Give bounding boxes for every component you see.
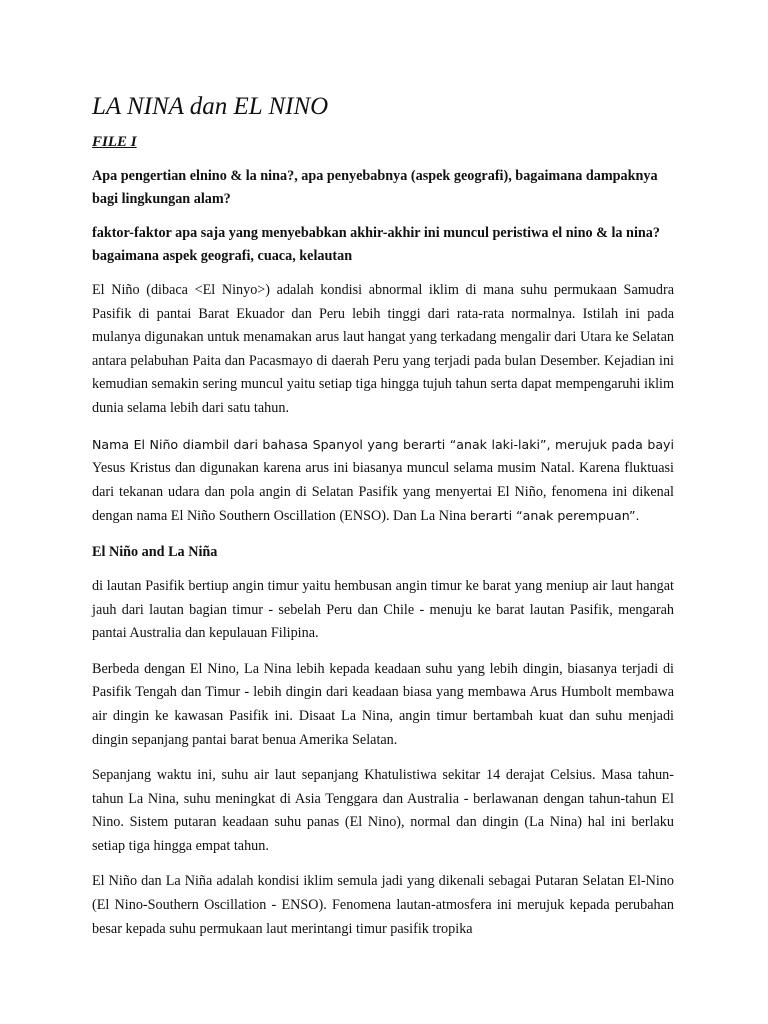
paragraph-equator-temperature: Sepanjang waktu ini, suhu air laut sepanjang Khatulistiwa sekitar 14 derajat Celsius. Masa tahun-tahun La Nina, suhu meningkat di Asia Tenggara dan Australia - berlawanan dengan tahun-tahun El Nino. Sistem putaran keadaan suhu panas (El Nino), normal dan dingin (La Nina) hal ini berlaku setiap tiga hingga empat tahun. xyxy=(92,767,674,854)
question-2: faktor-faktor apa saja yang menyebabkan akhir-akhir ini muncul peristiwa el nino & la nina? bagaimana aspek geografi, cuaca, kelautan xyxy=(92,225,660,264)
paragraph-el-nino-name-part3: berarti “anak perempuan”. xyxy=(469,508,640,524)
paragraph-la-nina-difference: Berbeda dengan El Nino, La Nina lebih kepada keadaan suhu yang lebih dingin, biasanya terjadi di Pasifik Tengah dan Timur - lebih dingin dari keadaan biasa yang membawa Arus Humbolt membawa air dingin ke kawasan Pasifik ini. Disaat La Nina, angin timur bertambah kuat dan suhu menjadi dingin sepanjang pantai barat benua Amerika Selatan. xyxy=(92,660,674,748)
paragraph-enso: El Niño dan La Niña adalah kondisi iklim semula jadi yang dikenali sebagai Putaran Selatan El-Nino (El Nino-Southern Oscillation - ENSO). Fenomena lautan-atmosfera ini merujuk kepada perubahan besar kepada suhu permukaan laut merintangi timur pasifik tropika xyxy=(92,873,674,937)
paragraph-east-wind: di lautan Pasifik bertiup angin timur yaitu hembusan angin timur ke barat yang meniup air laut hangat jauh dari lautan bagian timur - sebelah Peru dan Chile - menuju ke barat lautan Pasifik, mengarah pantai Australia dan kepulauan Filipina. xyxy=(92,577,674,642)
paragraph-el-nino-name xyxy=(92,433,674,529)
document-title: LA NINA dan EL NINO xyxy=(92,93,329,120)
paragraph-el-nino-definition: El Niño (dibaca <El Ninyo>) adalah kondisi abnormal iklim di mana suhu permukaan Samudra Pasifik di pantai Barat Ekuador dan Peru lebih tinggi dari rata-rata normalnya. Istilah ini pada mulanya digunakan untuk menamakan arus laut hangat yang terkadang mengalir dari Utara ke Selatan antara pelabuhan Paita dan Pacasmayo di daerah Peru yang terjadi pada bulan Desember. Kejadian ini kemudian semakin sering muncul yaitu setiap tiga hingga tujuh tahun serta dapat mempengaruhi iklim dunia selama lebih dari satu tahun. xyxy=(92,282,674,416)
file-label: FILE I xyxy=(92,134,137,150)
paragraph-el-nino-name-part2: Yesus Kristus dan digunakan karena arus ini biasanya muncul selama musim Natal. Karena fluktuasi dari tekanan udara dan pola angin di Selatan Pasifik yang menyertai El Niño, fenomena ini dikenal dengan nama El Niño Southern Oscillation (ENSO). Dan La Nina xyxy=(92,460,674,525)
question-1: Apa pengertian elnino & la nina?, apa penyebabnya (aspek geografi), bagaimana dampaknya bagi lingkungan alam? xyxy=(92,168,658,207)
paragraph-el-nino-name-part1: Nama El Niño diambil dari bahasa Spanyol yang berarti “anak laki-laki”, merujuk pada bayi xyxy=(92,436,674,452)
section-heading: El Niño and La Niña xyxy=(92,543,218,560)
